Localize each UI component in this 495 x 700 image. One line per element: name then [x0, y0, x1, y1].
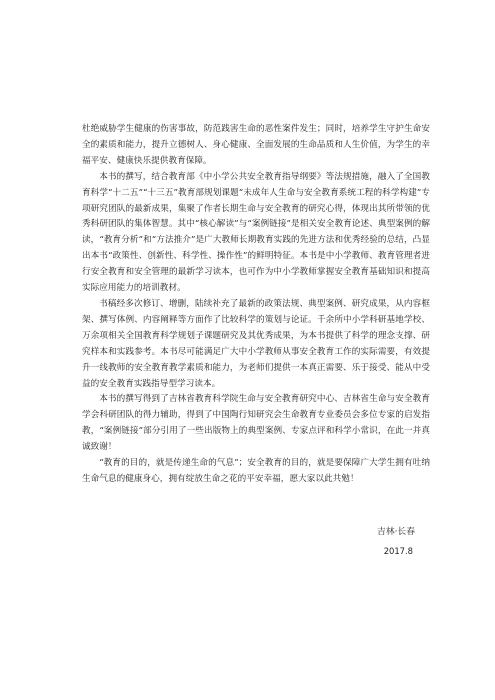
- paragraph-closing: “教育的目的，就是传递生命的气息”；安全教育的目的，就是要保障广大学生拥有吐纳生命气息的健康身心，拥有绽放生命之花的平安幸福，愿大家以此共勉！: [82, 458, 430, 484]
- body-text: [82, 122, 430, 488]
- signature-date: 2017.8: [383, 546, 413, 556]
- signature-place: 吉林·长春: [377, 527, 415, 537]
- paragraph-continued: 杜绝威胁学生健康的伤害事故，防范践害生命的恶性案件发生；同时，培养学生守护生命安全的素质和能力，提升立德树人、身心健康、全面发展的生命品质和人生价值，为学生的幸福平安、健康快乐提供教育保障。: [82, 124, 430, 166]
- paragraph-writing-basis: 本书的撰写，结合教育部《中小学公共安全教育指导纲要》等法规措施，融入了全国教育科学“十二五”“十三五”教育部规划课题“未成年人生命与安全教育系统工程的科学构建”专项研究团队的最新成果，集聚了作者长期生命与安全教育的研究心得，体现出其所带领的优秀科研团队的集体智慧。其中“核心解读”与“案例链接”是相关安全教育论述、典型案例的解读，“教育分析”和“方法推介”是广大教师长期教育实践的先进方法和优秀经验的总结，凸显出本书“政策性、创新性、科学性、操作性”的鲜明特征。本书是中小学教师、教育管理者进行安全教育和安全管理的最新学习读本，也可作为中小学教师掌握安全教育基础知识和提高实际应用能力的培训教材。: [82, 171, 430, 294]
- signature-block: [295, 524, 415, 559]
- paragraph-acknowledgements: 本书的撰写得到了吉林省教育科学院生命与安全教育研究中心、吉林省生命与安全教育学会科研团队的得力辅助，得到了中国陶行知研究会生命教育专业委员会多位专家的启发指教，“案例链接”部分引用了一些出版物上的典型案例、专家点评和科学小常识，在此一并真诚致谢！: [82, 394, 430, 453]
- paragraph-revisions: 书稿经多次修订、增删，陆续补充了最新的政策法规、典型案例、研究成果，从内容框架、撰写体例、内容阐释等方面作了比较科学的策划与论证。千余所中小学科研基地学校、万余项相关全国教育科学规划子课题研究及其优秀成果，为本书提供了科学的理念支撑、研究样本和实践参考。本书尽可能满足广大中小学教师从事安全教育工作的实际需要，有效提升一线教师的安全教育教学素质和能力，为老师们提供一本真正需要、乐于接受、能从中受益的安全教育实践指导型学习读本。: [82, 298, 430, 389]
